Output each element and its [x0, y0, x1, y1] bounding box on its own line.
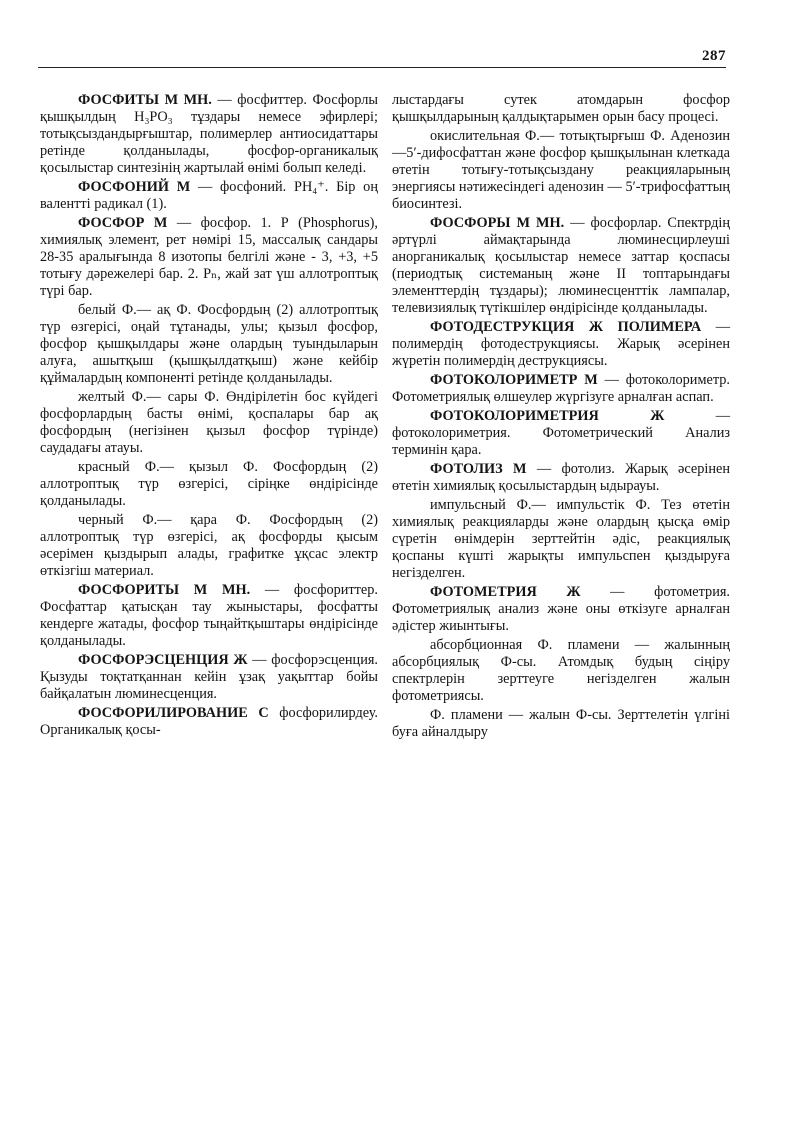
entry-definition: белый Ф.— ақ Ф. Фосфордың (2) аллотроптық түр өзгерісі, оңай тұтанады, улы; қызыл фосфор, фосфор қышқылдары және олардың туындыларын алуға, ашытқыш (қышқылдатқыш) және кейбір құймалардың компоненті ретінде қолданылады.: [40, 302, 378, 386]
entry-definition: черный Ф.— қара Ф. Фосфордың (2) аллотроптық түр өзгерісі, ақ фосфорды қысым әсерімен қыздырып алады, графитке ұқсас электр өткізгіш материал.: [40, 512, 378, 579]
dictionary-entry: [392, 584, 730, 635]
entry-term: ФОСФОР М: [78, 215, 168, 231]
dictionary-entry: [40, 92, 378, 177]
dictionary-entry: [392, 92, 730, 126]
dictionary-entry: [40, 459, 378, 510]
header-rule: [38, 67, 726, 68]
dictionary-entry: [40, 652, 378, 703]
dictionary-entry: [392, 637, 730, 705]
entry-term: ФОТОЛИЗ М: [430, 461, 527, 477]
entry-term: ФОСФОРЭСЦЕНЦИЯ Ж: [78, 652, 248, 668]
entry-definition: — фосфиттер. Фосфорлы қышқылдың H₃PO₃ тұздары немесе эфирлері; тотықсыздандырғыштар, полимерлер антиосидаттары ретінде қолданылады, фосфор-органикалық қосылыстар синтезінің жартылай өнімі болып келеді.: [40, 92, 378, 176]
dictionary-entry: [392, 497, 730, 582]
dictionary-entry: [392, 408, 730, 459]
entry-definition: красный Ф.— қызыл Ф. Фосфордың (2) аллотроптық түр өзгерісі, сіріңке өндірісінде қолданылады.: [40, 459, 378, 509]
entry-definition: желтый Ф.— сары Ф. Өндірілетін бос күйдегі фосфорлардың басты өнімі, қоспалары бар ақ фосфордың (негізінен қызыл фосфор түрінде) саудадағы атауы.: [40, 389, 378, 456]
entry-term: ФОТОКОЛОРИМЕТРИЯ Ж: [430, 408, 665, 424]
entry-term: ФОСФОНИЙ М: [78, 179, 191, 195]
entry-term: ФОСФОРЫ М МН.: [430, 215, 565, 231]
entry-definition: — фосфорлар. Спектрдің әртүрлі аймақтарында люминесцирлеуші анорганикалық қосылыстар немесе заттар қоспасы (периодтық системаның және II топтарындағы элементтердің тұздары); люминесценттік лампалар, телевизиялық түтікшілер өндірісінде қолданылады.: [392, 215, 730, 316]
entry-definition: — фотоколориметрия. Фотометрический Анализ терминін қара.: [392, 408, 731, 458]
dictionary-entry: [40, 582, 378, 650]
dictionary-entry: [392, 319, 730, 370]
entry-definition: — фотометрия. Фотометриялық анализ және оны өткізуге арналған әдістер жиынтығы.: [392, 584, 730, 634]
dictionary-entry: [40, 302, 378, 387]
entry-term: ФОТОМЕТРИЯ Ж: [430, 584, 581, 600]
dictionary-entry: [40, 179, 378, 213]
entry-definition: Ф. пламени — жалын Ф-сы. Зерттелетін үлгіні буға айналдыру: [392, 707, 730, 740]
entry-definition: — фосфор. 1. Р (Phosphorus), химиялық элемент, рет нөмірі 15, массалық сандары 28-35 аралығында 8 изотопы белгілі және - 3, +3, +5 тотығу дәрежелері бар. 2. Pₙ, жай зат үш аллотроптық түрі бар.: [40, 215, 378, 299]
entry-definition: импульсный Ф.— импульстік Ф. Тез өтетін химиялық реакцияларды және олардың қысқа өмір сүретін өнімдерін зерттейтін әдіс, реакциялық қоспаны күшті жарықты импульспен қыздыруға негізделген.: [392, 497, 730, 581]
entry-definition: — фосфорэсценция. Қызуды тоқтатқаннан кейін ұзақ уақыттар бойы байқалатын люминесценция.: [40, 652, 378, 702]
entry-definition: фосфорилирдеу. Органикалық қосы-: [40, 705, 378, 738]
dictionary-entry: [40, 389, 378, 457]
entry-term: ФОТОКОЛОРИМЕТР М: [430, 372, 598, 388]
entry-term: ФОСФОРИЛИРОВАНИЕ С: [78, 705, 269, 721]
entry-definition: — фотолиз. Жарық әсерінен өтетін химиялық қосылыстардың ыдырауы.: [392, 461, 731, 494]
dictionary-entry: [392, 215, 730, 317]
left-column: [40, 92, 378, 741]
dictionary-entry: [40, 705, 378, 739]
entry-definition: — фотоколориметр. Фотометриялық өлшеулер жүргізуге арналған аспап.: [392, 372, 730, 405]
right-column: [392, 92, 730, 743]
dictionary-entry: [392, 461, 730, 495]
entry-term: ФОТОДЕСТРУКЦИЯ Ж ПОЛИМЕРА: [430, 319, 702, 335]
entry-definition: лыстардағы сутек атомдарын фосфор қышқылдарының қалдықтарымен орын басу процесі.: [392, 92, 730, 125]
dictionary-entry: [392, 372, 730, 406]
entry-definition: — фосфориттер. Фосфаттар қатысқан тау жыныстары, фосфатты кендерге жатады, фосфор тыңайтқыштары өндірісінде қолданылады.: [40, 582, 378, 649]
entry-term: ФОСФИТЫ М МН.: [78, 92, 212, 108]
entry-term: ФОСФОРИТЫ М МН.: [78, 582, 251, 598]
entry-definition: абсорбционная Ф. пламени — жалынның абсорбциялық Ф-сы. Атомдық будың сіңіру спектрлерін зерттеуге негізделген жалын фотометриясы.: [392, 637, 730, 704]
page-number: 287: [702, 48, 726, 64]
entry-definition: — полимердің фотодеструкциясы. Жарық әсерінен жүретін полимердің деструкциясы.: [392, 319, 730, 369]
dictionary-entry: [392, 128, 730, 213]
dictionary-entry: [392, 707, 730, 741]
dictionary-entry: [40, 215, 378, 300]
entry-definition: окислительная Ф.— тотықтырғыш Ф. Аденозин —5′-дифосфаттан және фосфор қышқылынан клеткада өтетін тотығу-тотықсыздану реакцияларының энергиясы нәтижесіндегі аденозин — 5′-трифосфаттың биосинтезі.: [392, 128, 730, 212]
dictionary-entry: [40, 512, 378, 580]
entry-definition: — фосфоний. PH₄⁺. Бір оң валентті радикал (1).: [40, 179, 378, 212]
